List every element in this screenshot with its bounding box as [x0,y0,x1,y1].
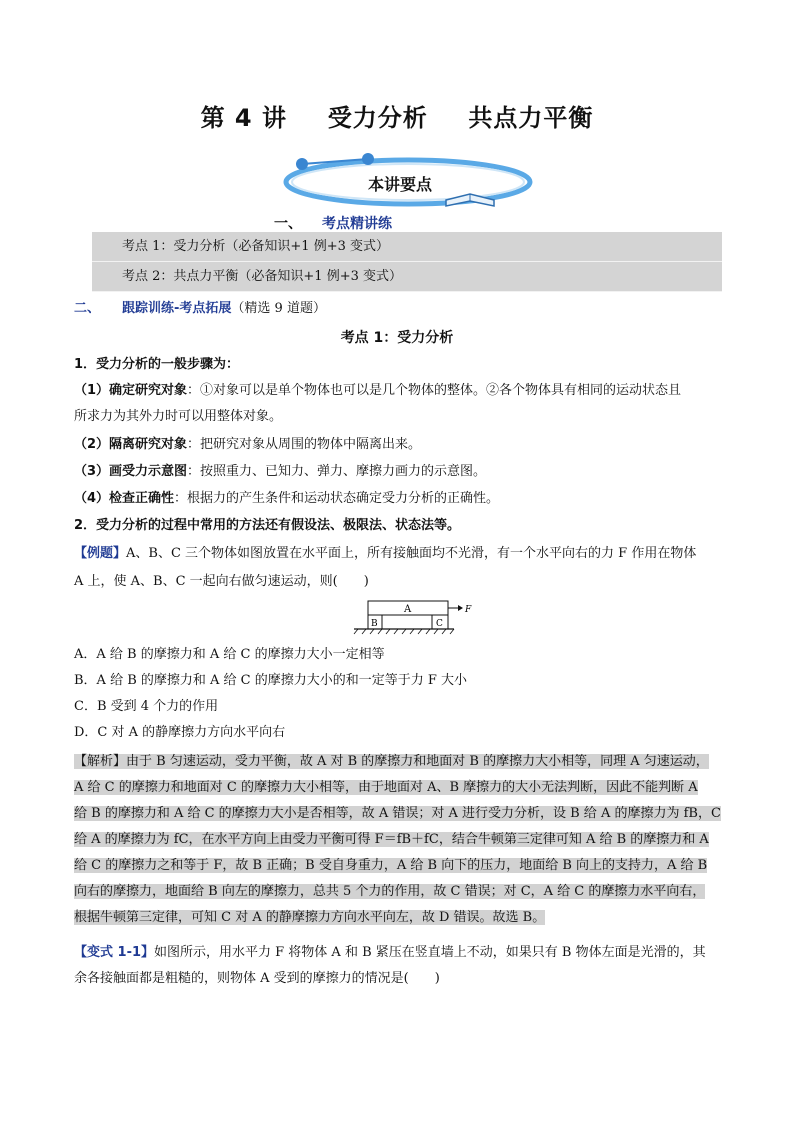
analysis-line: 给 A 的摩擦力为 fC，在水平方向上由受力平衡可得 F＝fB＋fC，结合牛顿第三定律可知 A 给 B 的摩擦力和 A [74,832,709,847]
step-line: （1）确定研究对象：①对象可以是单个物体也可以是几个物体的整体。②各个物体具有相同的运动状态且 [74,383,682,398]
example-line: A 上，使 A、B、C 一起向右做匀速运动，则( ) [74,574,369,589]
steps-heading: 1．受力分析的一般步骤为： [74,357,240,372]
section1-number: 一、 [274,216,302,232]
analysis-line: 给 B 的摩擦力和 A 给 C 的摩擦力大小是否相等，故 A 错误；对 A 进行受力分析，设 B 给 A 的摩擦力为 fB，C [74,806,721,821]
example-tag: 【例题】 [74,546,127,561]
variant-line: 【变式 1-1】如图所示，用水平力 F 将物体 A 和 B 紧压在竖直墙上不动，如果只有 B 物体左面是光滑的，其 [74,945,706,960]
step-line: 所求力为其外力时可以用整体对象。 [74,409,283,424]
page-title [0,98,794,133]
analysis-line: A 给 C 的摩擦力和地面对 C 的摩擦力大小相等，由于地面对 A、B 摩擦力的大小无法判断，因此不能判断 A [74,780,698,795]
option-b: B．A 给 B 的摩擦力和 A 给 C 的摩擦力大小的和一定等于力 F 大小 [74,673,468,688]
section2-number: 二、 [74,301,101,316]
step-line: （2）隔离研究对象：把研究对象从周围的物体中隔离出来。 [74,437,422,452]
example-line: 【例题】A、B、C 三个物体如图放置在水平面上，所有接触面均不光滑，有一个水平向右的力 F 作用在物体 [74,546,697,561]
variant-tag: 【变式 1-1】 [74,945,155,960]
section1-title: 考点精讲练 [322,216,392,232]
step-line: （4）检查正确性：根据力的产生条件和运动状态确定受力分析的正确性。 [74,491,500,506]
lecture-topic-1: 受力分析 [327,104,428,132]
analysis-line: 给 C 的摩擦力之和等于 F，故 B 正确；B 受自身重力，A 给 B 向下的压力，地面给 B 向上的支持力，A 给 B [74,858,708,873]
section2-title: 跟踪训练-考点拓展 [122,301,232,316]
kp1-heading: 考点 1：受力分析 [340,330,454,346]
option-c: C．B 受到 4 个力的作用 [74,699,219,714]
analysis-block [74,749,728,931]
option-a: A．A 给 B 的摩擦力和 A 给 C 的摩擦力大小一定相等 [74,647,385,662]
section1-heading [274,213,392,233]
label-b: B [371,619,378,629]
lecture-topic-2: 共点力平衡 [468,104,594,132]
label-f: F [465,605,472,615]
variant-line: 余各接触面都是粗糙的，则物体 A 受到的摩擦力的情况是( ) [74,971,440,986]
step-line: （3）画受力示意图：按照重力、已知力、弹力、摩擦力画力的示意图。 [74,464,487,479]
label-c: C [436,619,443,629]
analysis-line: 向右的摩擦力，地面给 B 向左的摩擦力，总共 5 个力的作用，故 C 错误；对 C，A 给 C 的摩擦力水平向右， [74,884,706,899]
toc-item[interactable]: 考点 1：受力分析（必备知识+1 例+3 变式） [92,232,722,262]
section2-heading [74,297,326,316]
lecture-number: 第 4 讲 [200,104,287,132]
analysis-line: 【解析】由于 B 匀速运动，受力平衡，故 A 对 B 的摩擦力和地面对 B 的摩擦力大小相等，同理 A 匀速运动， [74,754,709,769]
toc-box [92,232,722,292]
section2-note: （精选 9 道题） [231,301,326,316]
block-figure [350,597,480,639]
option-d: D．C 对 A 的静摩擦力方向水平向右 [74,725,286,740]
methods-line: 2．受力分析的过程中常用的方法还有假设法、极限法、状态法等。 [74,518,461,533]
label-a: A [404,604,412,615]
toc-item[interactable]: 考点 2：共点力平衡（必备知识+1 例+3 变式） [92,262,722,292]
analysis-line: 根据牛顿第三定律，可知 C 对 A 的静摩擦力方向水平向左，故 D 错误。故选 B。 [74,910,546,925]
key-points-label: 本讲要点 [368,175,433,194]
